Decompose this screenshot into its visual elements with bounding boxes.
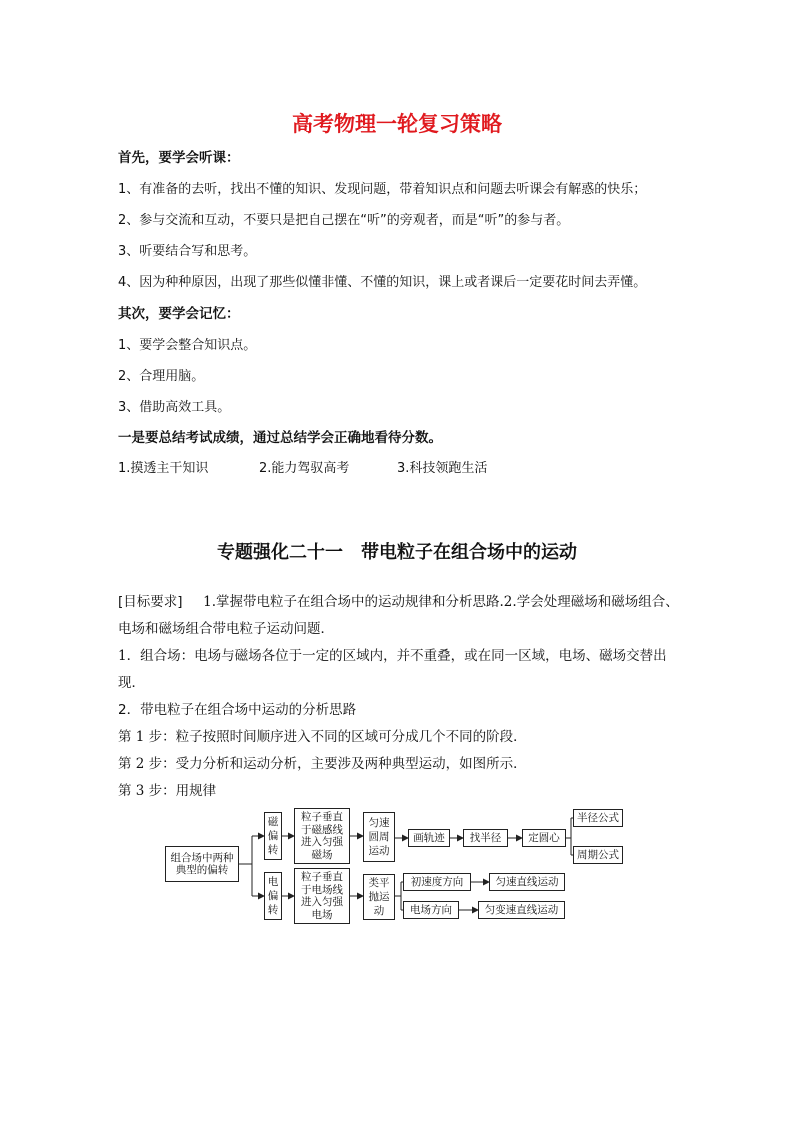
- step-3: 第 3 步：用规律: [118, 783, 217, 799]
- section3-tag: 3.科技领跑生活: [397, 461, 488, 476]
- section2-item: 1、要学会整合知识点。: [118, 338, 257, 353]
- section1-item: 1、有准备的去听，找出不懂的知识、发现问题，带着知识点和问题去听课会有解惑的快乐；: [118, 182, 647, 197]
- radius-formula-box: 半径公式: [573, 809, 623, 827]
- magnetic-deflection-box: 磁 偏 转: [264, 812, 282, 860]
- electric-condition-box: 粒子垂直 于电场线 进入匀强 电场: [294, 868, 350, 924]
- electric-deflection-box: 电 偏 转: [264, 872, 282, 920]
- projectile-like-motion-box: 类平 抛运 动: [363, 874, 395, 920]
- section3-heading: 一是要总结考试成绩，通过总结学会正确地看待分数。: [118, 430, 442, 446]
- field-direction-box: 电场方向: [403, 901, 459, 919]
- document-title: 高考物理一轮复习策略: [292, 112, 502, 136]
- point2-heading: 2．带电粒子在组合场中运动的分析思路: [118, 702, 357, 718]
- section2-heading: 其次，要学会记忆：: [118, 306, 240, 322]
- uniformly-accelerated-motion-box: 匀变速直线运动: [478, 901, 565, 919]
- goal-label: [目标要求]: [118, 594, 183, 610]
- section2-item: 2、合理用脑。: [118, 369, 205, 384]
- find-radius-box: 找半径: [463, 829, 508, 847]
- point1-line-1: 1．组合场：电场与磁场各位于一定的区域内，并不重叠，或在同一区域，电场、磁场交替出: [118, 648, 667, 664]
- section3-tag: 1.摸透主干知识: [118, 461, 209, 476]
- diagram-root-box: 组合场中两种 典型的偏转: [165, 846, 239, 882]
- section1-item: 4、因为种种原因，出现了那些似懂非懂、不懂的知识，课上或者课后一定要花时间去弄懂。: [118, 275, 647, 290]
- step-1: 第 1 步：粒子按照时间顺序进入不同的区域可分成几个不同的阶段．: [118, 729, 527, 745]
- magnetic-condition-box: 粒子垂直 于磁感线 进入匀强 磁场: [294, 808, 350, 864]
- locate-center-box: 定圆心: [522, 829, 566, 847]
- goal-text: 1.掌握带电粒子在组合场中的运动规律和分析思路.2.学会处理磁场和磁场组合、: [203, 594, 679, 610]
- step-2: 第 2 步：受力分析和运动分析，主要涉及两种典型运动，如图所示．: [118, 756, 527, 772]
- initial-velocity-direction-box: 初速度方向: [403, 873, 471, 891]
- goal-line-2: 电场和磁场组合带电粒子运动问题．: [118, 621, 334, 637]
- point1-line-2: 现．: [118, 675, 145, 691]
- period-formula-box: 周期公式: [573, 846, 623, 864]
- draw-trajectory-box: 画轨迹: [408, 829, 450, 847]
- topic-title: 专题强化二十一 带电粒子在组合场中的运动: [217, 542, 577, 563]
- section2-item: 3、借助高效工具。: [118, 400, 231, 415]
- uniform-circular-motion-box: 匀速 圆周 运动: [363, 812, 395, 862]
- section1-item: 2、参与交流和互动，不要只是把自己摆在“听”的旁观者，而是“听”的参与者。: [118, 213, 570, 228]
- section3-tag: 2.能力驾驭高考: [259, 461, 350, 476]
- uniform-linear-motion-box: 匀速直线运动: [489, 873, 565, 891]
- section1-item: 3、听要结合写和思考。: [118, 244, 257, 259]
- section1-heading: 首先，要学会听课：: [118, 150, 240, 166]
